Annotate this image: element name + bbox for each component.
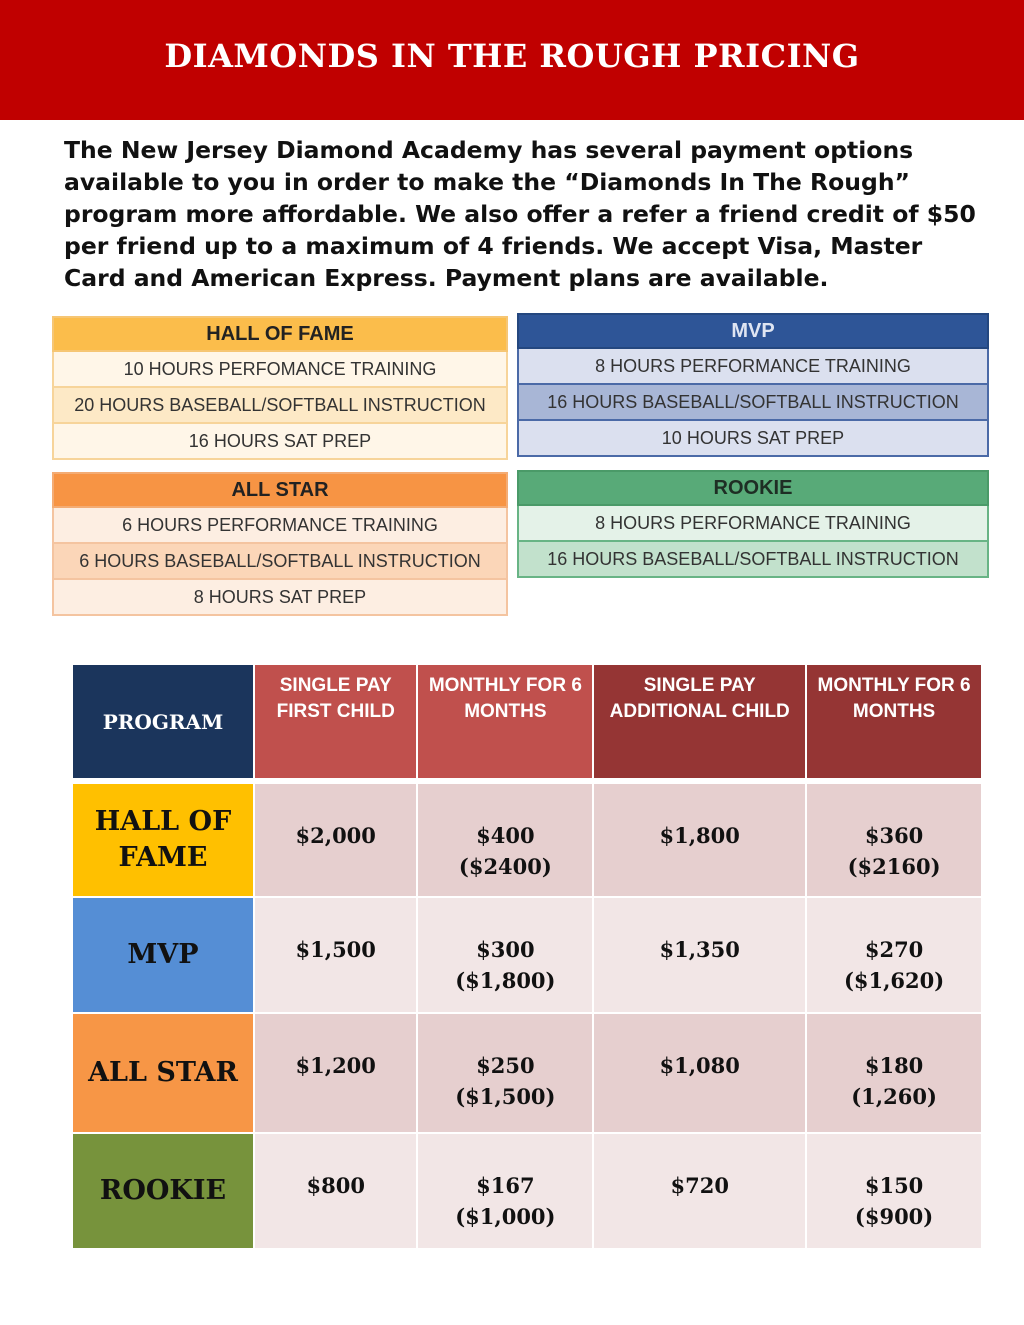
package-item: 10 HOURS PERFOMANCE TRAINING	[52, 352, 508, 388]
price-total: ($2160)	[847, 854, 941, 879]
table-row	[72, 1013, 982, 1133]
package-title: ROOKIE	[517, 470, 989, 506]
price-cell	[806, 783, 982, 897]
price-cell	[417, 783, 593, 897]
price-amount: $167	[476, 1173, 535, 1198]
package-item: 8 HOURS SAT PREP	[52, 580, 508, 616]
package-item: 6 HOURS BASEBALL/SOFTBALL INSTRUCTION	[52, 544, 508, 580]
price-amount: $1,500	[295, 937, 376, 962]
package-item: 20 HOURS BASEBALL/SOFTBALL INSTRUCTION	[52, 388, 508, 424]
package-all-star	[52, 472, 508, 616]
price-amount: $300	[476, 937, 535, 962]
price-cell	[254, 897, 417, 1013]
price-cell	[806, 897, 982, 1013]
package-title: ALL STAR	[52, 472, 508, 508]
price-cell	[593, 1013, 806, 1133]
price-cell	[254, 783, 417, 897]
package-mvp	[517, 313, 989, 457]
price-total: ($1,800)	[455, 968, 556, 993]
table-row	[72, 783, 982, 897]
package-item: 8 HOURS PERFORMANCE TRAINING	[517, 506, 989, 542]
price-cell	[254, 1133, 417, 1249]
price-amount: $150	[864, 1173, 924, 1198]
header-monthly-additional: MONTHLY FOR 6 MONTHS	[806, 664, 982, 779]
program-name: HALL OF FAME	[72, 783, 254, 897]
price-amount: $180	[864, 1053, 924, 1078]
table-row	[72, 1133, 982, 1249]
price-total: ($2400)	[458, 854, 552, 879]
package-rookie	[517, 470, 989, 578]
price-amount: $270	[864, 937, 924, 962]
package-hall-of-fame	[52, 316, 508, 460]
price-cell	[254, 1013, 417, 1133]
price-total: ($900)	[854, 1204, 934, 1229]
package-item: 16 HOURS BASEBALL/SOFTBALL INSTRUCTION	[517, 385, 989, 421]
price-amount: $720	[670, 1173, 729, 1198]
header-program: PROGRAM	[72, 664, 254, 779]
price-amount: $250	[476, 1053, 535, 1078]
price-amount: $1,350	[659, 937, 740, 962]
price-total: ($1,500)	[455, 1084, 556, 1109]
price-cell	[417, 1133, 593, 1249]
intro-paragraph: The New Jersey Diamond Academy has several payment options available to you in order to make the “Diamonds In The Rough” program more affordable. We also offer a refer a friend credit of $50 per friend up to a maximum of 4 friends. We accept Visa, Master Card and American Express. Payment plans are available.	[64, 136, 976, 292]
price-amount: $1,200	[295, 1053, 376, 1078]
price-cell	[417, 897, 593, 1013]
package-item: 6 HOURS PERFORMANCE TRAINING	[52, 508, 508, 544]
price-cell	[806, 1013, 982, 1133]
price-total: (1,260)	[851, 1084, 937, 1109]
price-amount: $360	[864, 823, 924, 848]
package-title: HALL OF FAME	[52, 316, 508, 352]
pricing-table	[71, 663, 983, 1250]
price-amount: $400	[476, 823, 535, 848]
price-amount: $1,080	[659, 1053, 740, 1078]
price-amount: $2,000	[295, 823, 376, 848]
price-total: ($1,620)	[843, 968, 945, 993]
price-cell	[417, 1013, 593, 1133]
header-single-pay-first: SINGLE PAY FIRST CHILD	[254, 664, 417, 779]
header-single-pay-additional: SINGLE PAY ADDITIONAL CHILD	[593, 664, 806, 779]
package-item: 16 HOURS SAT PREP	[52, 424, 508, 460]
price-cell	[593, 897, 806, 1013]
price-cell	[593, 1133, 806, 1249]
program-name: MVP	[72, 897, 254, 1013]
price-cell	[593, 783, 806, 897]
program-name: ROOKIE	[72, 1133, 254, 1249]
price-total: ($1,000)	[455, 1204, 556, 1229]
page-title: DIAMONDS IN THE ROUGH PRICING	[164, 37, 860, 75]
title-banner	[0, 0, 1024, 120]
package-item: 10 HOURS SAT PREP	[517, 421, 989, 457]
table-header-row	[72, 664, 982, 779]
package-title: MVP	[517, 313, 989, 349]
program-name: ALL STAR	[72, 1013, 254, 1133]
package-item: 16 HOURS BASEBALL/SOFTBALL INSTRUCTION	[517, 542, 989, 578]
package-item: 8 HOURS PERFORMANCE TRAINING	[517, 349, 989, 385]
header-monthly-first: MONTHLY FOR 6 MONTHS	[417, 664, 593, 779]
price-amount: $1,800	[659, 823, 740, 848]
price-cell	[806, 1133, 982, 1249]
table-row	[72, 897, 982, 1013]
price-amount: $800	[306, 1173, 365, 1198]
